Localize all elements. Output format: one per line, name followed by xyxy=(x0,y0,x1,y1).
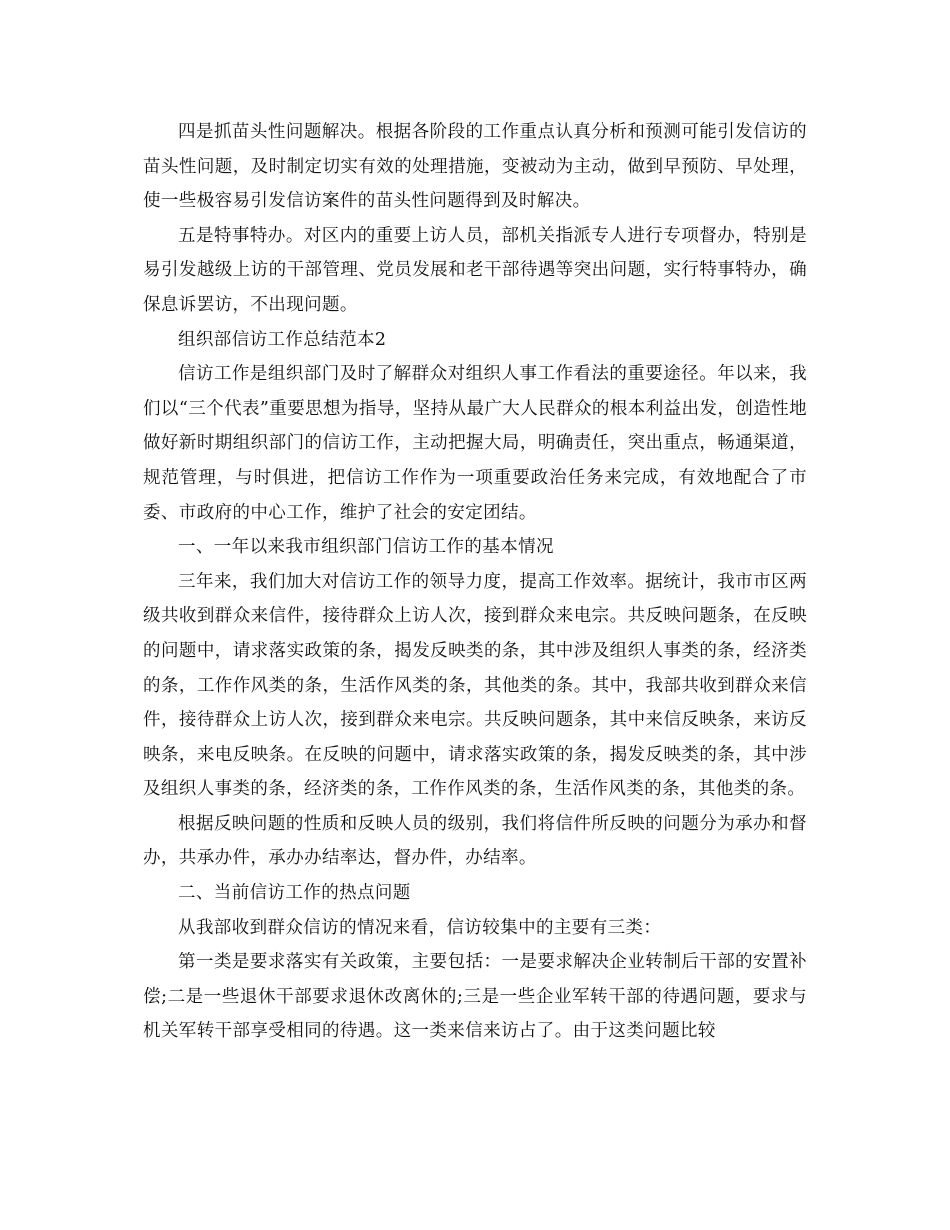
paragraph-classification: 根据反映问题的性质和反映人员的级别，我们将信件所反映的问题分为承办和督办，共承办件，承办办结率达，督办件，办结率。 xyxy=(143,813,807,869)
section-title: 组织部信访工作总结范本2 xyxy=(178,329,387,350)
heading-hot-issues: 二、当前信访工作的热点问题 xyxy=(178,883,411,904)
paragraph-point-five: 五是特事特办。对区内的重要上访人员，部机关指派专人进行专项督办，特别是易引发越级上访的干部管理、党员发展和老干部待遇等突出问题，实行特事特办，确保息诉罢访，不出现问题。 xyxy=(143,225,807,315)
paragraph-point-four: 四是抓苗头性问题解决。根据各阶段的工作重点认真分析和预测可能引发信访的苗头性问题，及时制定切实有效的处理措施，变被动为主动，做到早预防、早处理，使一些极容易引发信访案件的苗头性问题得到及时解决。 xyxy=(143,122,807,212)
paragraph-type-one: 第一类是要求落实有关政策，主要包括：一是要求解决企业转制后干部的安置补偿;二是一些退休干部要求退休改离休的;三是一些企业军转干部的待遇问题，要求与机关军转干部享受相同的待遇。这一类来信来访占了。由于这类问题比较 xyxy=(143,952,807,1042)
paragraph-intro: 信访工作是组织部门及时了解群众对组织人事工作看法的重要途径。年以来，我们以“三个代表”重要思想为指导，坚持从最广大人民群众的根本利益出发，创造性地做好新时期组织部门的信访工作，主动把握大局，明确责任，突出重点，畅通渠道，规范管理，与时俱进，把信访工作作为一项重要政治任务来完成，有效地配合了市委、市政府的中心工作，维护了社会的安定团结。 xyxy=(143,364,807,523)
paragraph-three-types: 从我部收到群众信访的情况来看，信访较集中的主要有三类： xyxy=(178,917,662,938)
heading-basic-situation: 一、一年以来我市组织部门信访工作的基本情况 xyxy=(178,537,554,558)
paragraph-statistics: 三年来，我们加大对信访工作的领导力度，提高工作效率。据统计，我市市区两级共收到群众来信件，接待群众上访人次，接到群众来电宗。共反映问题条，在反映的问题中，请求落实政策的条，揭发反映类的条，其中涉及组织人事类的条，经济类的条，工作作风类的条，生活作风类的条，其他类的条。其中，我部共收到群众来信件，接待群众上访人次，接到群众来电宗。共反映问题条，其中来信反映条，来访反映条，来电反映条。在反映的问题中，请求落实政策的条，揭发反映类的条，其中涉及组织人事类的条，经济类的条，工作作风类的条，生活作风类的条，其他类的条。 xyxy=(143,571,807,800)
document-page xyxy=(143,115,807,1049)
